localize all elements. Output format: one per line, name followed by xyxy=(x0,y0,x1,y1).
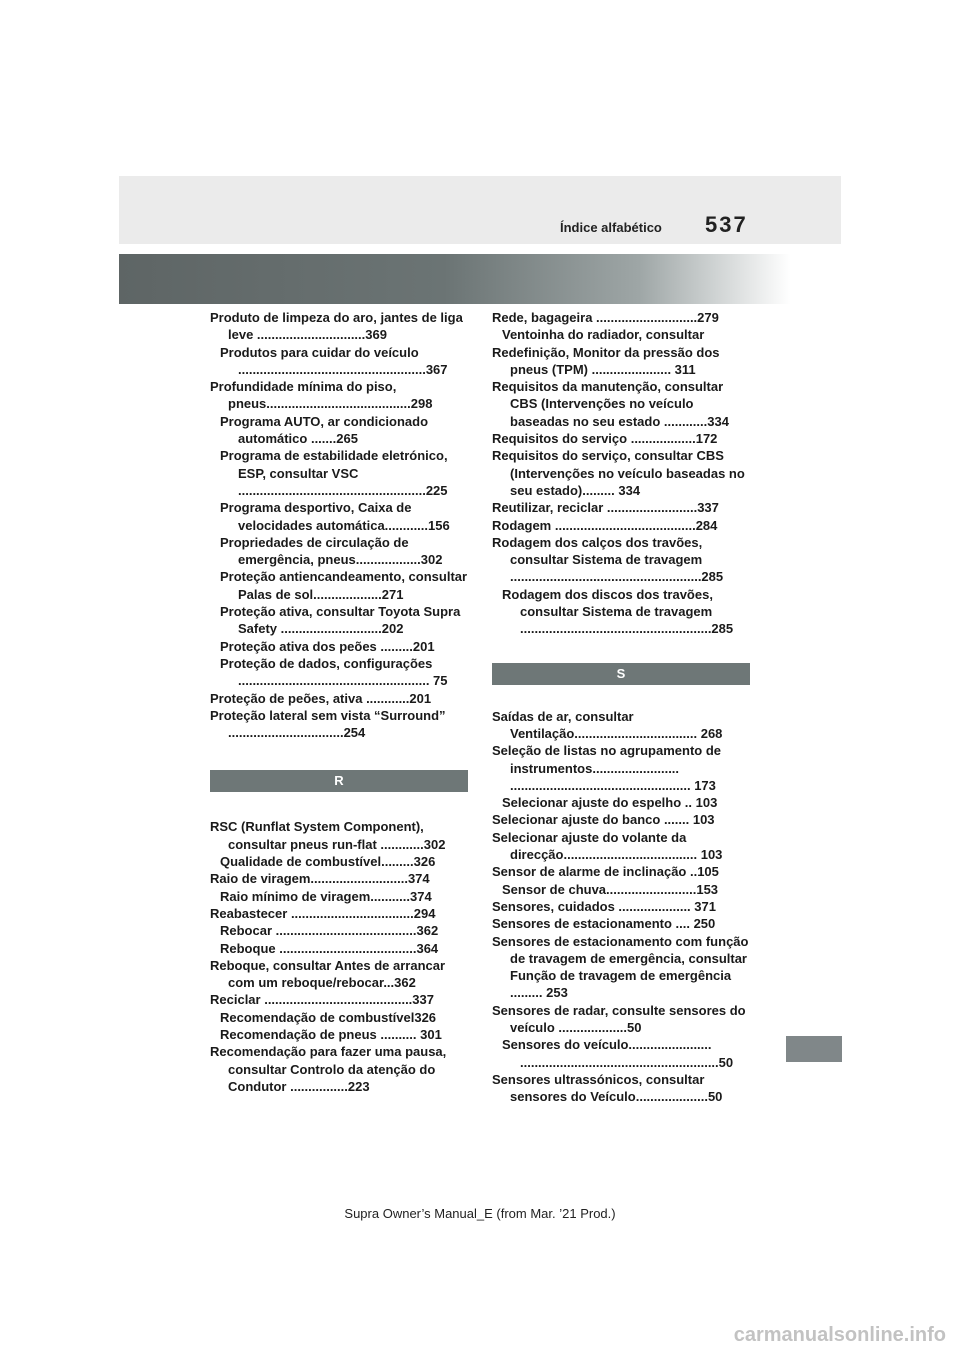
section-title: Índice alfabético xyxy=(560,220,662,235)
index-entry: Reutilizar, reciclar .........................337 xyxy=(492,500,719,516)
index-subentry: Sensor de chuva.........................153 xyxy=(502,881,719,897)
index-entry: Reciclar .........................................337 xyxy=(210,992,434,1008)
index-subentry: Selecionar ajuste do espelho .. 103 xyxy=(502,795,718,811)
index-subentry: Sensores do veículo....................... .......................................................50 xyxy=(502,1037,734,1070)
index-entry: Selecionar ajuste do volante da direcção..................................... 103 xyxy=(492,829,723,863)
index-subentry: Programa de estabilidade eletrónico, ESP, consultar VSC ....................................................225 xyxy=(220,448,448,498)
index-subentry: Programa desportivo, Caixa de velocidades automática............156 xyxy=(220,500,450,533)
footer-text: Supra Owner’s Manual_E (from Mar. ’21 Prod.) xyxy=(344,1206,616,1221)
index-subentry: Proteção antiencandeamento, consultar Palas de sol...................271 xyxy=(220,569,468,602)
index-subentry: Proteção de dados, configurações ..................................................... 75 xyxy=(220,655,448,689)
index-entry: Requisitos do serviço ..................172 xyxy=(492,431,718,447)
index-entry: Sensores de estacionamento .... 250 xyxy=(492,916,716,932)
index-subentry: Produtos para cuidar do veículo ....................................................367 xyxy=(220,344,448,377)
index-entry: Sensores de estacionamento com função de travagem de emergência, consultar Função de travagem de emergência ......... 253 xyxy=(492,933,749,1001)
index-subentry: Rodagem dos discos dos travões, consultar Sistema de travagem .....................................................285 xyxy=(502,586,734,637)
letter-heading: R xyxy=(210,770,468,792)
index-entry: Rodagem .......................................284 xyxy=(492,517,718,533)
index-entry: Profundidade mínima do piso, pneus........................................298 xyxy=(210,379,433,412)
index-subentry: Proteção ativa dos peões .........201 xyxy=(220,638,435,654)
index-subentry: Raio mínimo de viragem...........374 xyxy=(220,888,432,904)
letter-heading: S xyxy=(492,663,750,685)
chapter-side-tab xyxy=(786,1036,842,1062)
index-entry: Proteção de peões, ativa ............201 xyxy=(210,690,432,706)
index-entry: Sensor de alarme de inclinação ..105 xyxy=(492,864,719,880)
header-gradient-band xyxy=(119,254,841,304)
index-entry: Rodagem dos calços dos travões, consultar Sistema de travagem .....................................................285 xyxy=(492,534,724,585)
index-entry: Redefinição, Monitor da pressão dos pneus (TPM) ...................... 311 xyxy=(492,344,720,377)
index-subentry: Qualidade de combustível.........326 xyxy=(220,854,436,870)
index-entry: Recomendação para fazer uma pausa, consultar Controlo da atenção do Condutor ................223 xyxy=(210,1044,447,1094)
index-entry: Reabastecer ..................................294 xyxy=(210,905,436,921)
index-entry: Raio de viragem...........................374 xyxy=(210,871,430,887)
index-subentry: Recomendação de combustível326 xyxy=(220,1009,437,1025)
index-subentry: Ventoinha do radiador, consultar xyxy=(502,327,705,343)
index-entry: Requisitos da manutenção, consultar CBS (Intervenções no veículo baseadas no seu estado ............334 xyxy=(492,379,729,429)
index-subentry: Rebocar .......................................362 xyxy=(220,923,439,939)
index-entry: Sensores ultrassónicos, consultar sensores do Veículo....................50 xyxy=(492,1071,723,1105)
index-entry: Proteção lateral sem vista “Surround” ................................254 xyxy=(210,707,446,741)
index-subentry: Programa AUTO, ar condicionado automático .......265 xyxy=(220,413,429,447)
index-entry: RSC (Runflat System Component), consultar pneus run-flat ............302 xyxy=(210,819,446,852)
index-entry: Saídas de ar, consultar Ventilação.................................. 268 xyxy=(492,708,723,741)
index-entry: Sensores de radar, consulte sensores do veículo ...................50 xyxy=(492,1002,746,1035)
index-subentry: Proteção ativa, consultar Toyota Supra Safety ............................202 xyxy=(220,604,461,637)
watermark: carmanualsonline.info xyxy=(733,1324,946,1346)
index-entry: Sensores, cuidados .................... 371 xyxy=(492,898,716,914)
index-entry: Rede, bagageira ............................279 xyxy=(492,310,719,325)
index-subentry: Propriedades de circulação de emergência, pneus..................302 xyxy=(220,534,443,568)
index-column-right xyxy=(492,309,750,1105)
page-number: 537 xyxy=(705,212,748,237)
index-subentry: Reboque ......................................364 xyxy=(220,940,439,956)
index-subentry: Recomendação de pneus .......... 301 xyxy=(220,1026,442,1042)
index-entry: Reboque, consultar Antes de arrancar com um reboque/rebocar...362 xyxy=(210,957,446,991)
index-entry: Selecionar ajuste do banco ....... 103 xyxy=(492,812,715,828)
index-column-left xyxy=(210,309,468,1095)
index-entry: Seleção de listas no agrupamento de instrumentos........................ .................................................. 173 xyxy=(492,743,722,793)
index-entry: Produto de limpeza do aro, jantes de liga leve ..............................369 xyxy=(210,310,463,343)
index-entry: Requisitos do serviço, consultar CBS (Intervenções no veículo baseadas no seu estado)......... 334 xyxy=(492,448,745,498)
